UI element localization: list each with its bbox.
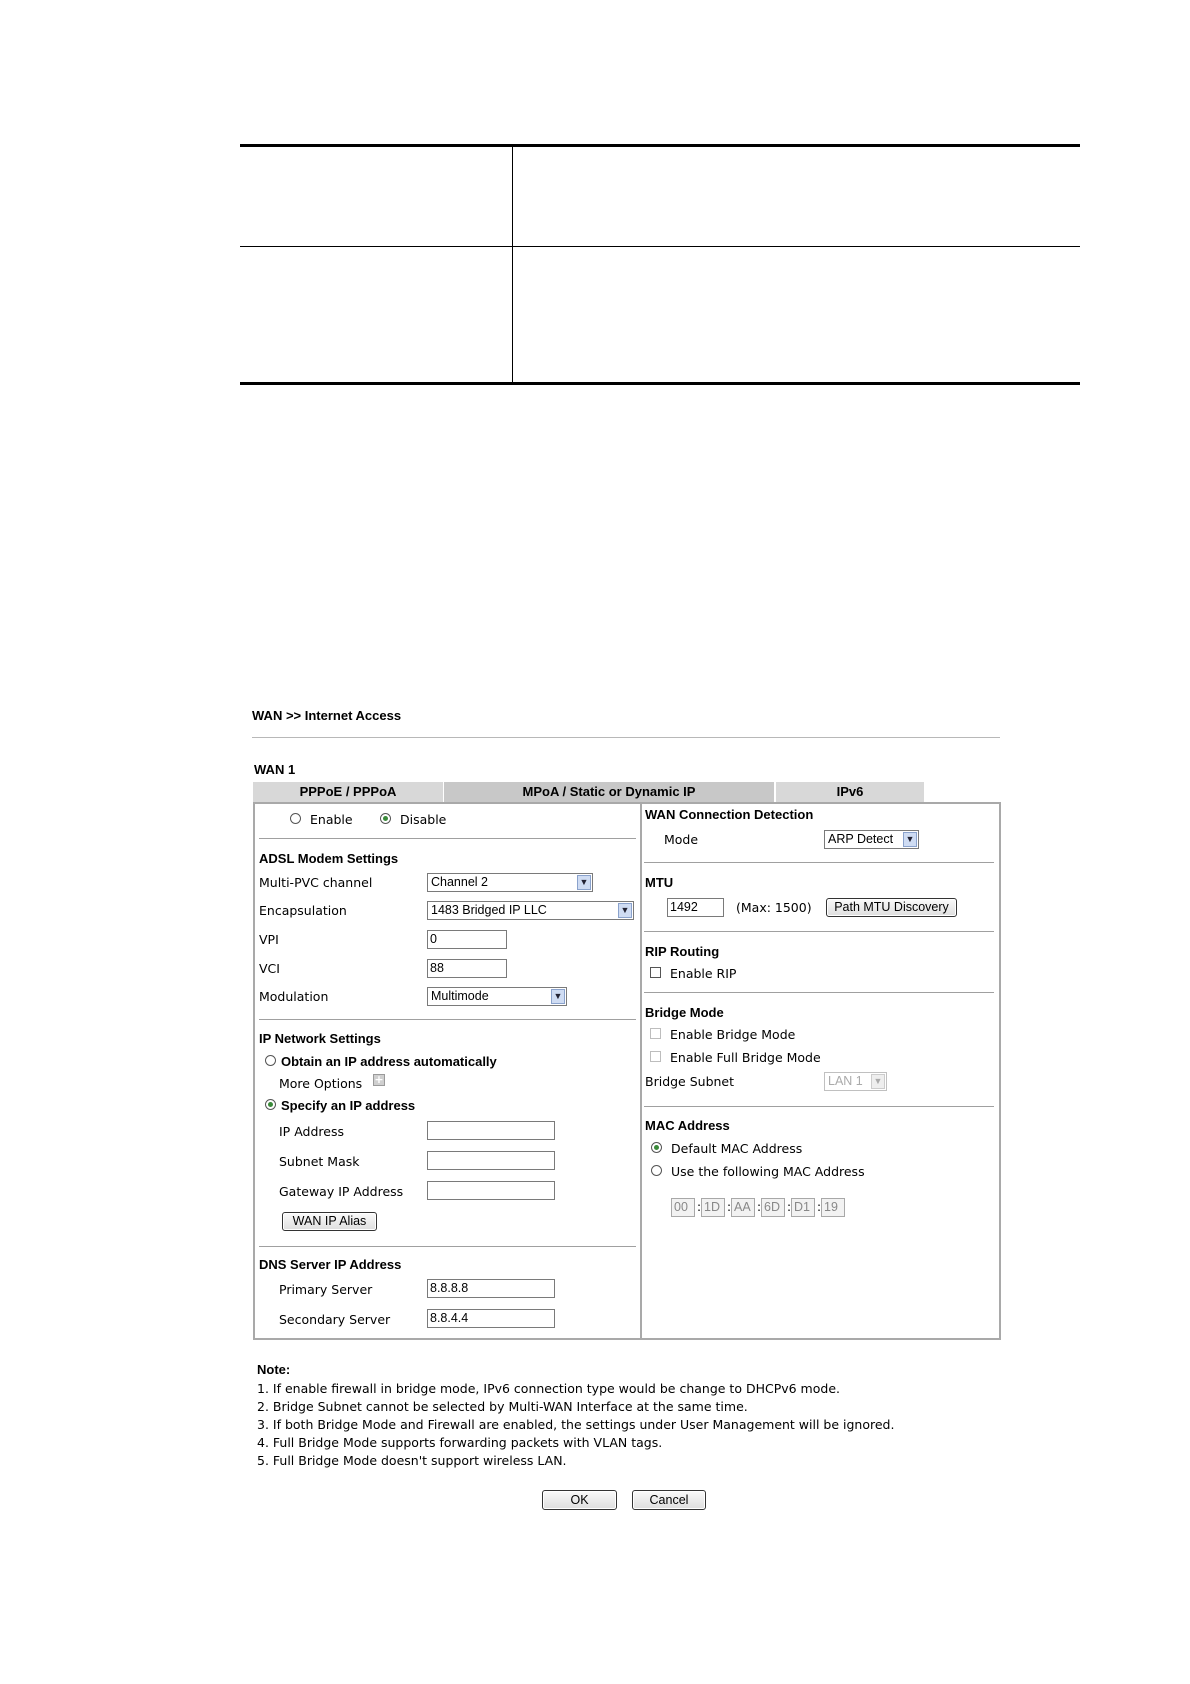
note-line: 1. If enable firewall in bridge mode, IPv6 connection type would be change to DHCPv6 mode.: [257, 1381, 840, 1396]
breadcrumb: WAN >> Internet Access: [252, 708, 402, 723]
mtu-input[interactable]: 1492: [667, 898, 724, 917]
adsl-title: ADSL Modem Settings: [259, 851, 399, 866]
mode-value: ARP Detect: [828, 832, 894, 846]
use-following-mac-label: Use the following MAC Address: [671, 1164, 865, 1179]
path-mtu-discovery-button[interactable]: Path MTU Discovery: [826, 898, 957, 917]
rip-title: RIP Routing: [645, 944, 720, 959]
specify-ip-radio[interactable]: [265, 1099, 276, 1110]
use-following-mac-radio[interactable]: [651, 1165, 662, 1176]
mac-colon: :: [817, 1200, 822, 1214]
enable-radio[interactable]: [290, 813, 301, 824]
obtain-ip-label: Obtain an IP address automatically: [281, 1054, 497, 1069]
section-divider: [259, 1246, 636, 1247]
mac-colon: :: [757, 1200, 762, 1214]
chevron-down-icon[interactable]: ▼: [618, 903, 632, 918]
ok-button[interactable]: OK: [542, 1490, 617, 1510]
mtu-title: MTU: [645, 875, 674, 890]
section-divider: [259, 1019, 636, 1020]
encapsulation-value: 1483 Bridged IP LLC: [431, 903, 547, 917]
bottom-table-border: [240, 382, 1080, 385]
encapsulation-label: Encapsulation: [259, 903, 347, 918]
mode-select[interactable]: [824, 830, 919, 849]
mac-octet-3[interactable]: AA: [731, 1198, 755, 1217]
note-line: 3. If both Bridge Mode and Firewall are enabled, the settings under User Management will be ignored.: [257, 1417, 895, 1432]
note-line: 2. Bridge Subnet cannot be selected by Multi-WAN Interface at the same time.: [257, 1399, 748, 1414]
mode-label: Mode: [664, 832, 699, 847]
subnet-mask-label: Subnet Mask: [279, 1154, 360, 1169]
multi-pvc-value: Channel 2: [431, 875, 488, 889]
cancel-button[interactable]: Cancel: [632, 1490, 706, 1510]
section-divider: [644, 862, 994, 863]
bridge-subnet-select[interactable]: [824, 1072, 887, 1091]
enable-rip-label: Enable RIP: [670, 966, 737, 981]
gateway-label: Gateway IP Address: [279, 1184, 404, 1199]
section-divider: [259, 838, 636, 839]
dns-title: DNS Server IP Address: [259, 1257, 402, 1272]
vci-label: VCI: [259, 961, 280, 976]
chevron-down-icon[interactable]: ▼: [551, 989, 565, 1004]
note-line: 4. Full Bridge Mode supports forwarding packets with VLAN tags.: [257, 1435, 663, 1450]
enable-label: Enable: [310, 812, 353, 827]
obtain-ip-radio[interactable]: [265, 1055, 276, 1066]
specify-ip-label: Specify an IP address: [281, 1098, 416, 1113]
section-divider: [644, 992, 994, 993]
encapsulation-select[interactable]: [427, 901, 634, 920]
header-divider: [252, 737, 1000, 738]
note-line: 5. Full Bridge Mode doesn't support wireless LAN.: [257, 1453, 567, 1468]
vpi-input[interactable]: 0: [427, 930, 507, 949]
modulation-label: Modulation: [259, 989, 329, 1004]
mac-title: MAC Address: [645, 1118, 730, 1133]
bridge-title: Bridge Mode: [645, 1005, 724, 1020]
multi-pvc-label: Multi-PVC channel: [259, 875, 373, 890]
gateway-input[interactable]: [427, 1181, 555, 1200]
section-divider: [644, 931, 994, 932]
chevron-down-icon[interactable]: ▼: [577, 875, 591, 890]
mac-octet-5[interactable]: D1: [791, 1198, 815, 1217]
tab-pppoe[interactable]: PPPoE / PPPoA: [253, 782, 443, 802]
enable-rip-checkbox[interactable]: [650, 967, 661, 978]
multi-pvc-select[interactable]: [427, 873, 593, 892]
table-row-divider: [240, 246, 1080, 247]
ip-address-input[interactable]: [427, 1121, 555, 1140]
vpi-label: VPI: [259, 932, 279, 947]
mac-colon: :: [787, 1200, 792, 1214]
default-mac-radio[interactable]: [651, 1142, 662, 1153]
section-divider: [644, 1106, 994, 1107]
note-title: Note:: [257, 1362, 291, 1377]
right-panel: [640, 802, 1001, 1340]
disable-radio[interactable]: [380, 813, 391, 824]
subnet-mask-input[interactable]: [427, 1151, 555, 1170]
bridge-subnet-value: LAN 1: [828, 1074, 863, 1088]
mac-colon: :: [727, 1200, 732, 1214]
enable-bridge-label: Enable Bridge Mode: [670, 1027, 796, 1042]
chevron-down-icon[interactable]: ▼: [903, 832, 917, 847]
vci-input[interactable]: 88: [427, 959, 507, 978]
tab-mpoa[interactable]: MPoA / Static or Dynamic IP: [444, 782, 774, 802]
mac-octet-1[interactable]: 00: [671, 1198, 695, 1217]
chevron-down-icon[interactable]: ▼: [871, 1074, 885, 1089]
table-column-divider: [512, 146, 513, 383]
ip-address-label: IP Address: [279, 1124, 344, 1139]
mac-octet-4[interactable]: 6D: [761, 1198, 785, 1217]
enable-bridge-checkbox[interactable]: [650, 1028, 661, 1039]
more-options-label: More Options: [279, 1076, 363, 1091]
modulation-value: Multimode: [431, 989, 489, 1003]
wan-detect-title: WAN Connection Detection: [645, 807, 814, 822]
primary-server-label: Primary Server: [279, 1282, 373, 1297]
secondary-server-label: Secondary Server: [279, 1312, 391, 1327]
mac-colon: :: [697, 1200, 702, 1214]
ip-network-title: IP Network Settings: [259, 1031, 381, 1046]
enable-full-bridge-label: Enable Full Bridge Mode: [670, 1050, 821, 1065]
enable-full-bridge-checkbox[interactable]: [650, 1051, 661, 1062]
wan-label: WAN 1: [254, 762, 296, 777]
disable-label: Disable: [400, 812, 447, 827]
bridge-subnet-label: Bridge Subnet: [645, 1074, 735, 1089]
wan-ip-alias-button[interactable]: WAN IP Alias: [282, 1212, 377, 1231]
mtu-max-text: (Max: 1500): [736, 900, 812, 915]
plus-icon[interactable]: +: [374, 1073, 384, 1086]
default-mac-label: Default MAC Address: [671, 1141, 803, 1156]
mac-octet-6[interactable]: 19: [821, 1198, 845, 1217]
tab-ipv6[interactable]: IPv6: [776, 782, 924, 802]
primary-server-input[interactable]: 8.8.8.8: [427, 1279, 555, 1298]
top-table-border: [240, 144, 1080, 147]
mac-octet-2[interactable]: 1D: [701, 1198, 725, 1217]
secondary-server-input[interactable]: 8.8.4.4: [427, 1309, 555, 1328]
modulation-select[interactable]: [427, 987, 567, 1006]
